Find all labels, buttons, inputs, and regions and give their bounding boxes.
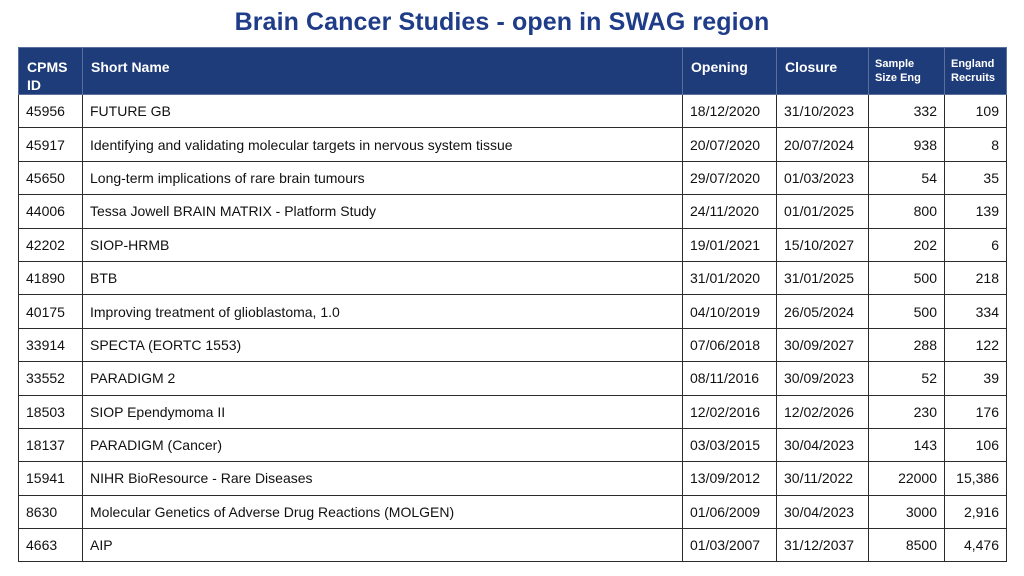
studies-table	[18, 47, 1007, 562]
cell-cpms-id: 18137	[19, 428, 83, 461]
cell-sample-size: 52	[869, 362, 945, 395]
cell-short-name: AIP	[83, 529, 683, 562]
table-row	[19, 161, 1007, 194]
cell-closure: 30/09/2027	[777, 328, 869, 361]
table-row	[19, 95, 1007, 128]
cell-england-recruits: 334	[945, 295, 1007, 328]
cell-sample-size: 288	[869, 328, 945, 361]
cell-opening: 12/02/2016	[683, 395, 777, 428]
header-cpms-id: CPMS ID	[19, 48, 83, 95]
cell-cpms-id: 4663	[19, 529, 83, 562]
cell-sample-size: 500	[869, 295, 945, 328]
cell-sample-size: 938	[869, 128, 945, 161]
cell-cpms-id: 33552	[19, 362, 83, 395]
table-row	[19, 261, 1007, 294]
cell-closure: 12/02/2026	[777, 395, 869, 428]
cell-opening: 29/07/2020	[683, 161, 777, 194]
cell-closure: 30/04/2023	[777, 495, 869, 528]
cell-cpms-id: 41890	[19, 261, 83, 294]
table-row	[19, 428, 1007, 461]
cell-opening: 18/12/2020	[683, 95, 777, 128]
cell-opening: 08/11/2016	[683, 362, 777, 395]
cell-sample-size: 54	[869, 161, 945, 194]
cell-england-recruits: 35	[945, 161, 1007, 194]
cell-closure: 31/10/2023	[777, 95, 869, 128]
cell-sample-size: 332	[869, 95, 945, 128]
table-row	[19, 128, 1007, 161]
cell-sample-size: 8500	[869, 529, 945, 562]
cell-england-recruits: 39	[945, 362, 1007, 395]
table-body	[19, 95, 1007, 562]
cell-opening: 19/01/2021	[683, 228, 777, 261]
cell-sample-size: 800	[869, 195, 945, 228]
cell-cpms-id: 40175	[19, 295, 83, 328]
cell-england-recruits: 4,476	[945, 529, 1007, 562]
cell-short-name: Identifying and validating molecular targets in nervous system tissue	[83, 128, 683, 161]
cell-england-recruits: 109	[945, 95, 1007, 128]
cell-short-name: Molecular Genetics of Adverse Drug Reactions (MOLGEN)	[83, 495, 683, 528]
cell-england-recruits: 15,386	[945, 462, 1007, 495]
cell-opening: 31/01/2020	[683, 261, 777, 294]
cell-england-recruits: 122	[945, 328, 1007, 361]
cell-short-name: PARADIGM 2	[83, 362, 683, 395]
cell-cpms-id: 45650	[19, 161, 83, 194]
cell-opening: 01/03/2007	[683, 529, 777, 562]
cell-cpms-id: 15941	[19, 462, 83, 495]
cell-closure: 30/09/2023	[777, 362, 869, 395]
cell-opening: 13/09/2012	[683, 462, 777, 495]
cell-sample-size: 22000	[869, 462, 945, 495]
cell-short-name: FUTURE GB	[83, 95, 683, 128]
cell-england-recruits: 2,916	[945, 495, 1007, 528]
cell-sample-size: 3000	[869, 495, 945, 528]
cell-england-recruits: 106	[945, 428, 1007, 461]
cell-sample-size: 230	[869, 395, 945, 428]
table-row	[19, 495, 1007, 528]
cell-short-name: Long-term implications of rare brain tumours	[83, 161, 683, 194]
cell-closure: 20/07/2024	[777, 128, 869, 161]
table-row	[19, 195, 1007, 228]
table-row	[19, 362, 1007, 395]
table-row	[19, 295, 1007, 328]
cell-cpms-id: 44006	[19, 195, 83, 228]
cell-england-recruits: 176	[945, 395, 1007, 428]
table-row	[19, 328, 1007, 361]
cell-closure: 01/03/2023	[777, 161, 869, 194]
header-opening: Opening	[683, 48, 777, 95]
header-sample-size-eng: Sample Size Eng	[869, 48, 945, 95]
cell-short-name: SPECTA (EORTC 1553)	[83, 328, 683, 361]
cell-closure: 30/11/2022	[777, 462, 869, 495]
cell-england-recruits: 8	[945, 128, 1007, 161]
cell-short-name: PARADIGM (Cancer)	[83, 428, 683, 461]
cell-opening: 07/06/2018	[683, 328, 777, 361]
cell-opening: 03/03/2015	[683, 428, 777, 461]
cell-cpms-id: 45956	[19, 95, 83, 128]
cell-closure: 30/04/2023	[777, 428, 869, 461]
cell-england-recruits: 218	[945, 261, 1007, 294]
cell-short-name: BTB	[83, 261, 683, 294]
cell-opening: 20/07/2020	[683, 128, 777, 161]
header-england-recruits: England Recruits	[945, 48, 1007, 95]
cell-short-name: SIOP Ependymoma II	[83, 395, 683, 428]
cell-sample-size: 143	[869, 428, 945, 461]
cell-cpms-id: 42202	[19, 228, 83, 261]
table-row	[19, 462, 1007, 495]
cell-cpms-id: 18503	[19, 395, 83, 428]
cell-opening: 24/11/2020	[683, 195, 777, 228]
table-header-row	[19, 48, 1007, 95]
page-title: Brain Cancer Studies - open in SWAG region	[234, 8, 770, 36]
header-short-name: Short Name	[83, 48, 683, 95]
table-row	[19, 395, 1007, 428]
cell-closure: 26/05/2024	[777, 295, 869, 328]
cell-sample-size: 202	[869, 228, 945, 261]
cell-england-recruits: 6	[945, 228, 1007, 261]
cell-closure: 15/10/2027	[777, 228, 869, 261]
table-row	[19, 529, 1007, 562]
cell-short-name: Improving treatment of glioblastoma, 1.0	[83, 295, 683, 328]
cell-short-name: Tessa Jowell BRAIN MATRIX - Platform Study	[83, 195, 683, 228]
cell-short-name: NIHR BioResource - Rare Diseases	[83, 462, 683, 495]
cell-cpms-id: 45917	[19, 128, 83, 161]
cell-closure: 31/12/2037	[777, 529, 869, 562]
cell-sample-size: 500	[869, 261, 945, 294]
cell-opening: 01/06/2009	[683, 495, 777, 528]
cell-short-name: SIOP-HRMB	[83, 228, 683, 261]
cell-closure: 01/01/2025	[777, 195, 869, 228]
cell-cpms-id: 8630	[19, 495, 83, 528]
cell-opening: 04/10/2019	[683, 295, 777, 328]
header-closure: Closure	[777, 48, 869, 95]
cell-closure: 31/01/2025	[777, 261, 869, 294]
table-row	[19, 228, 1007, 261]
cell-england-recruits: 139	[945, 195, 1007, 228]
cell-cpms-id: 33914	[19, 328, 83, 361]
